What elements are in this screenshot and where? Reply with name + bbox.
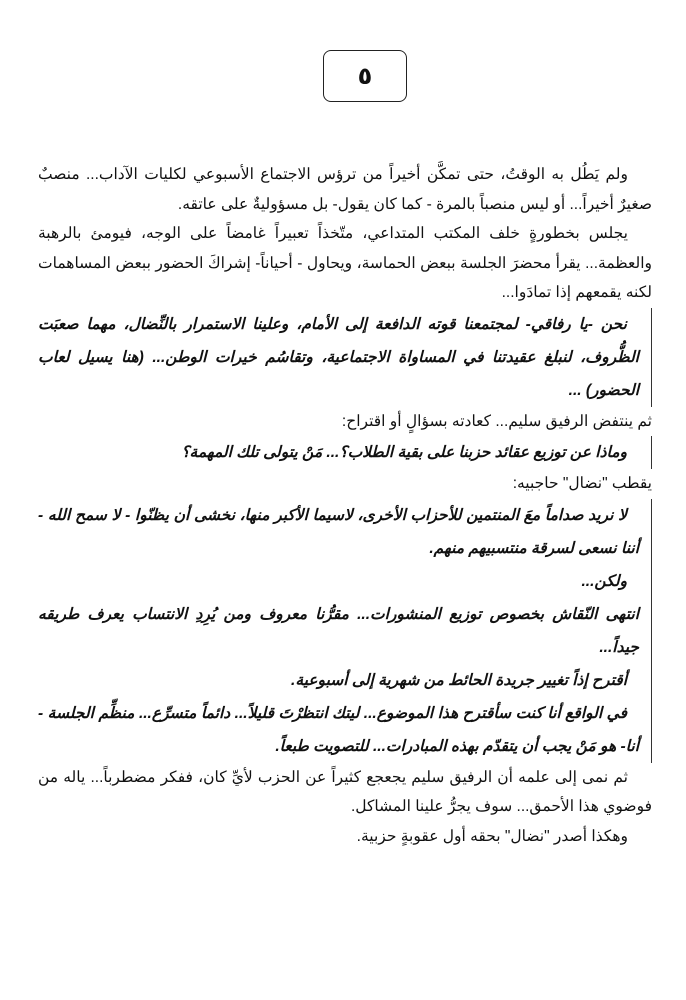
paragraph-4: يقطب "نضال" حاجبيه: (512, 475, 652, 492)
quote-3c: انتهى النّقاش بخصوص توزيع المنشورات... مقرُّنا معروف ومن يُرِدِ الانتساب يعرف طريقه جيداً... (38, 605, 639, 656)
quote-1: نحن -يا رفاقي- لمجتمعنا قوته الدافعة إلى الأمام، وعلينا الاستمرار بالنِّضال، مهما صعبَت الظُّروف، لنبلغ عقيدتنا في المساواة الاجتماعية، وتقاسُم خيرات الوطن... (هنا يسيل لعاب الحضور) ... (38, 315, 639, 399)
quote-2: وماذا عن توزيع عقائد حزبنا على بقية الطلاب؟... مَنْ يتولى تلك المهمة؟ (181, 444, 627, 461)
quote-3a: لا نريد صداماً معَ المنتمين للأحزاب الأخرى، لاسيما الأكبر منها، نخشى أن يظنّوا - لا سمح الله - أننا نسعى لسرقة منتسبيهم منهم. (38, 506, 639, 557)
quote-block-2 (38, 436, 652, 469)
quote-3d: أقترح إذاً تغيير جريدة الحائط من شهرية إلى أسبوعية. (291, 671, 627, 689)
paragraph-3: ثم ينتفض الرفيق سليم... كعادته بسؤالٍ أو اقتراح: (341, 412, 652, 430)
quote-3e: في الواقع أنا كنت سأقترح هذا الموضوع... ليتك انتظرْتَ قليلاً... دائماً متسرِّع... منظِّم الجلسة - أنا- هو مَنْ يجب أن يتقدّم بهذه المبادرات... للتصويت طبعاً. (38, 704, 639, 755)
chapter-number-box (323, 50, 407, 102)
paragraph-5: ثم نمى إلى علمه أن الرفيق سليم يجعجع كثيراً عن الحزب لأيِّ كان، ففكر مضطرباً... ياله من فوضوي هذا الأحمق... سوف يجرُّ علينا المشاكل. (38, 768, 652, 815)
quote-block-3 (38, 499, 652, 763)
quote-3b: ولكن... (581, 572, 627, 590)
paragraph-6: وهكذا أصدر "نضال" بحقه أول عقوبةٍ حزبية. (356, 827, 628, 845)
chapter-number: ٥ (357, 62, 373, 90)
paragraph-1: ولم يَطُل به الوقتُ، حتى تمكَّن أخيراً من ترؤس الاجتماع الأسبوعي لكليات الآداب... منصبٌ صغيرٌ أخيراً... أو ليس منصباً بالمرة - كما كان يقول- بل مسؤوليةٌ على عاتقه. (38, 166, 652, 213)
body-text (38, 160, 652, 851)
quote-block-1 (38, 308, 652, 407)
paragraph-2: يجلس بخطورةٍ خلف المكتب المتداعي، متّخذاً تعبيراً غامضاً على الوجه، فيومئ بالرهبة والعظمة... يقرأ محضرَ الجلسة ببعض الحماسة، ويحاول - أحياناً- إشراكَ الحضور ببعض المساهمات لكنه يقمعهم إذا تمادَوا... (38, 225, 652, 301)
